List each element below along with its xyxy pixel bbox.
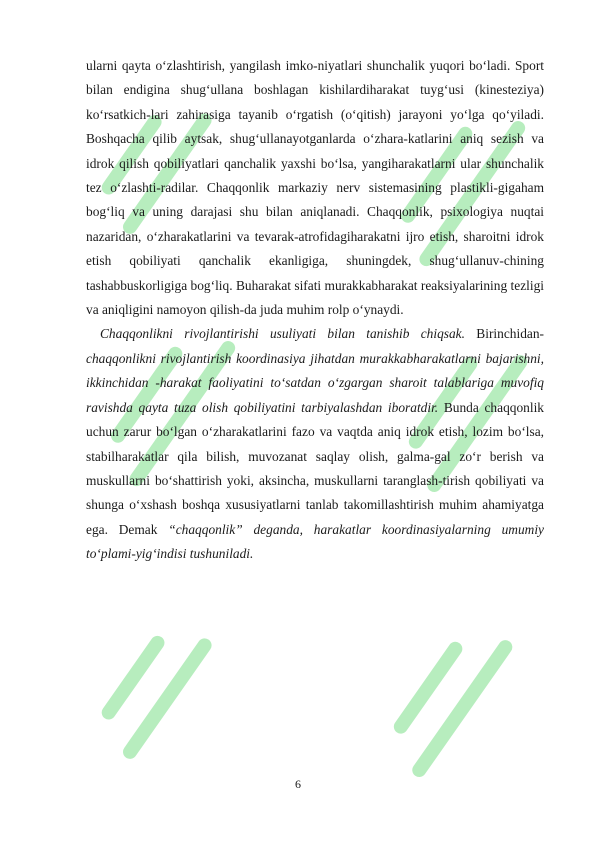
- paragraph-1: ularni qayta o‘zlashtirish, yangilash imko-niyatlari shunchalik yuqori bo‘ladi. Sport bilan endigina shug‘ullana boshlagan kishilardiharakat tuyg‘usi (kinesteziya) ko‘rsatkich-lari zahirasiga tayanib o‘rgatish (o‘qitish) jarayoni yo‘lga qo‘yiladi. Boshqacha qilib aytsak, shug‘ullanayotganlarda o‘zhara-katlarini aniq sezish va idrok qilish qobiliyatlari qanchalik yaxshi bo‘lsa, yangiharakatlarni ular shunchalik tez o‘zlashti-radilar. Chaqqonlik markaziy nerv sistemasining plastikli-gigaham bog‘liq va uning darajasi shu bilan aniqlanadi. Chaqqonlik, psixologiya nuqtai nazaridan, o‘zharakatlarini va tevarak-atrofidagiharakatni ijro etish, sharoitni idrok etish qobiliyati qanchalik ekanligiga, shuningdek, shug‘ullanuv-chining tashabbuskorligiga bog‘liq. Buharakat sifati murakkabharakat reaksiyalarining tezligi va aniqligini namoyon qilish-da juda muhim rolp o‘ynaydi.: [86, 58, 544, 318]
- paragraph-2-text-b: Bunda chaqqonlik uchun zarur bo‘lgan o‘zharakatlarini fazo va vaqtda aniq idrok etish, lozim bo‘lsa, stabilharakatlar qila bilish, muvozanat saqlay olish, galma-gal zo‘r berish va muskullarni bo‘shattirish yoki, aksincha, muskullarni taranglash-tirish qobiliyati va shunga o‘xshash boshqa xususiyatlarni tanlab takomillashtirish muhim ahamiyatga ega. Demak: [86, 399, 544, 537]
- page-number: 6: [295, 777, 301, 791]
- paragraph-2-italic-definition: chaqqonlikni rivojlantirish koordinasiya jihatdan murakkabharakatlarni bajarishni, ikkinchidan -harakat faoliyatini to‘satdan o‘zgargan sharoit talablariga muvofiq ravishda qayta tuza olish qobiliyatini tarbiyalashdan iboratdir.: [86, 350, 544, 415]
- paragraph-2: [86, 322, 544, 566]
- watermark-bottom-right: [360, 600, 540, 800]
- document-body: [86, 54, 544, 567]
- paragraph-2-italic-lead: Chaqqonlikni rivojlantirishi usuliyati bilan tanishib chiqsak.: [100, 326, 465, 342]
- paragraph-2-text-a: Birinchidan-: [464, 326, 544, 342]
- watermark-bottom-left: [75, 590, 235, 790]
- paragraph-2-italic-conclusion: “chaqqonlik” deganda, harakatlar koordinasiyalarning umumiy to‘plami-yig‘indisi tushuniladi.: [86, 521, 544, 562]
